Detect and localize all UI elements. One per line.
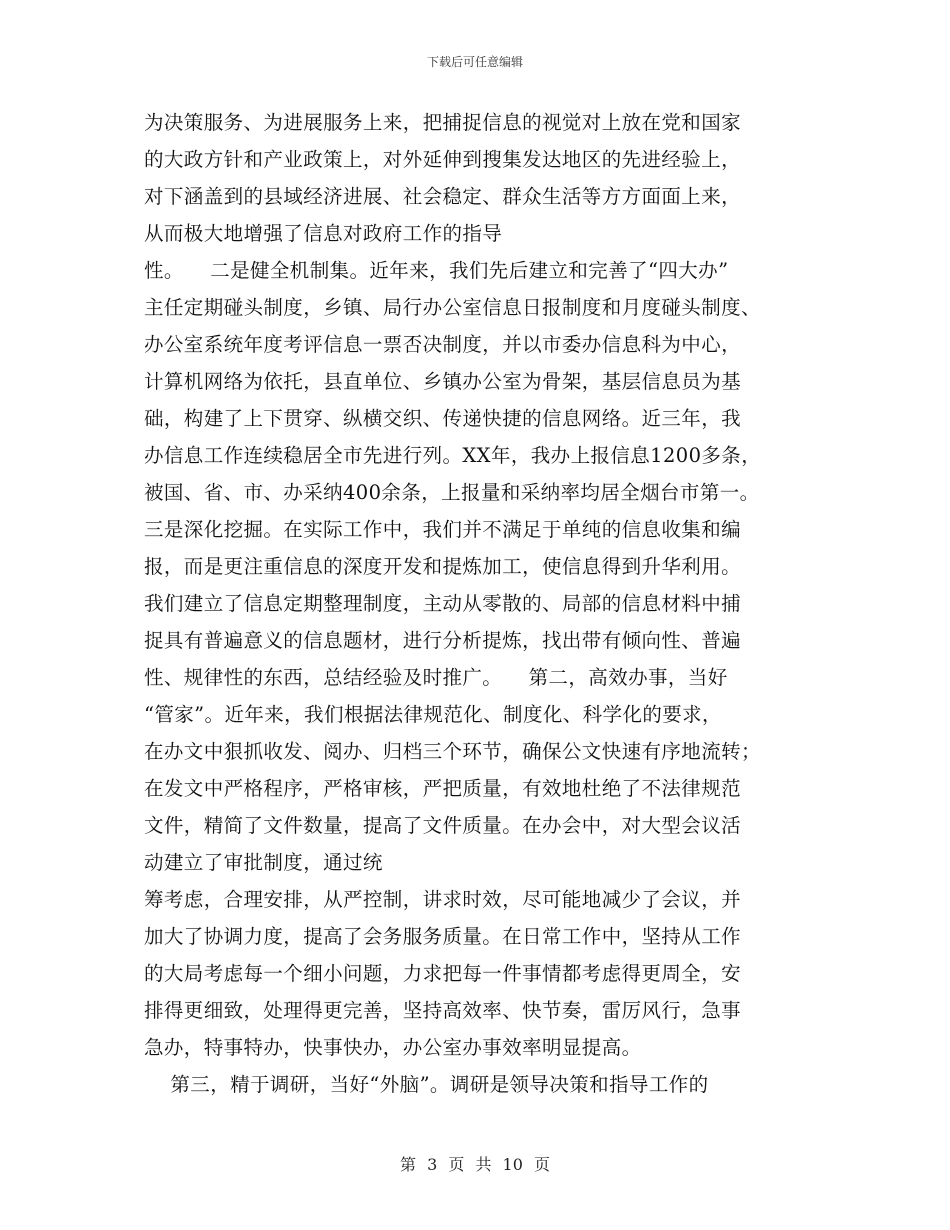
text-line: 在办文中狠抓收发、阅办、归档三个环节，确保公文快速有序地流转；: [144, 740, 761, 763]
text-line: 办信息工作连续稳居全市先进行列。XX年，我办上报信息1200多条，: [144, 444, 762, 467]
document-body: [144, 104, 824, 1103]
text-line: 性。 二是健全机制集。近年来，我们先后建立和完善了“四大办”: [144, 259, 729, 282]
text-line: 捉具有普遍意义的信息题材，进行分析提炼，找出带有倾向性、普遍: [144, 629, 742, 652]
text-line: “管家”。近年来，我们根据法律规范化、制度化、科学化的要求，: [144, 703, 722, 726]
text-line: 被国、省、市、办采纳400余条，上报量和采纳率均居全烟台市第一。: [144, 481, 760, 504]
text-line: 报，而是更注重信息的深度开发和提炼加工，使信息得到升华利用。: [144, 555, 742, 578]
text-line: 的大局考虑每一个细小问题，力求把每一件事情都考虑得更周全，安: [144, 962, 742, 985]
text-line: 为决策服务、为进展服务上来，把捕捉信息的视觉对上放在党和国家: [144, 111, 742, 134]
text-line: 筹考虑，合理安排，从严控制，讲求时效，尽可能地减少了会议，并: [144, 888, 742, 911]
page-footer: 第 3 页 共 10 页: [400, 1155, 550, 1174]
text-line: 在发文中严格程序，严格审核，严把质量，有效地杜绝了不法律规范: [144, 777, 742, 800]
text-line: 急办，特事特办，快事快办，办公室办事效率明显提高。: [144, 1036, 642, 1059]
text-line: 从而极大地增强了信息对政府工作的指导: [144, 222, 503, 245]
text-line: 性、规律性的东西，总结经验及时推广。 第二，高效办事，当好: [144, 666, 728, 689]
text-line: 加大了协调力度，提高了会务服务质量。在日常工作中，坚持从工作: [144, 925, 742, 948]
text-line: 第三，精于调研，当好“外脑”。调研是领导决策和指导工作的: [144, 1073, 709, 1096]
page-header: 下载后可任意编辑: [426, 55, 523, 69]
text-line: 动建立了审批制度，通过统: [144, 851, 383, 874]
text-line: 办公室系统年度考评信息一票否决制度，并以市委办信息科为中心，: [144, 333, 742, 356]
text-line: 对下涵盖到的县域经济进展、社会稳定、群众生活等方方面面上来，: [144, 185, 742, 208]
text-line: 础，构建了上下贯穿、纵横交织、传递快捷的信息网络。近三年，我: [144, 407, 742, 430]
text-line: 排得更细致，处理得更完善，坚持高效率、快节奏，雷厉风行，急事: [144, 999, 742, 1022]
text-line: 三是深化挖掘。在实际工作中，我们并不满足于单纯的信息收集和编: [144, 518, 742, 541]
text-line: 计算机网络为依托，县直单位、乡镇办公室为骨架，基层信息员为基: [144, 370, 742, 393]
text-line: 我们建立了信息定期整理制度，主动从零散的、局部的信息材料中捕: [144, 592, 742, 615]
text-line: 的大政方针和产业政策上，对外延伸到搜集发达地区的先进经验上，: [144, 148, 742, 171]
text-line: 文件，精简了文件数量，提高了文件质量。在办会中，对大型会议活: [144, 814, 742, 837]
text-line: 主任定期碰头制度，乡镇、局行办公室信息日报制度和月度碰头制度、: [144, 296, 761, 319]
